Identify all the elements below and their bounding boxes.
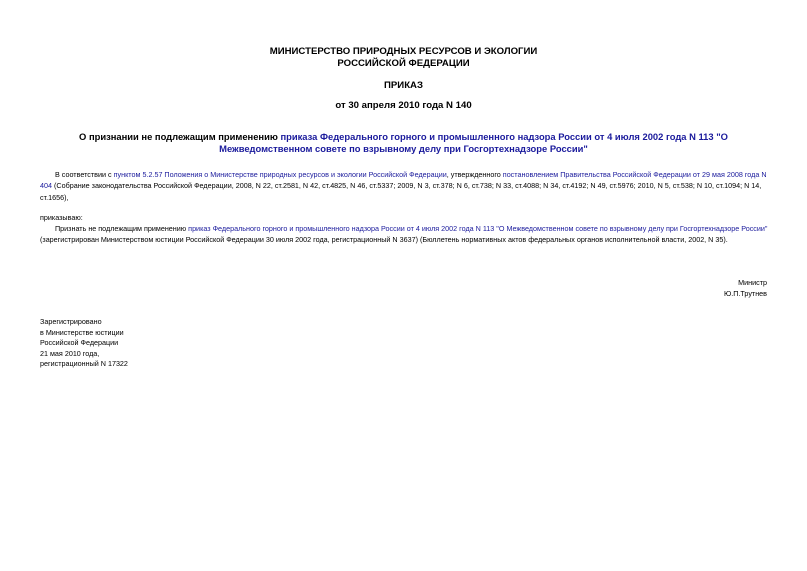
registration-line-4: 21 мая 2010 года,: [40, 348, 100, 358]
resolution-link[interactable]: постановлением Правительства Российской Федерации от 29 мая 2008 года N 404: [40, 170, 767, 191]
paragraph-basis: [40, 169, 770, 203]
ministry-line-2: РОССИЙСКОЙ ФЕДЕРАЦИИ: [337, 58, 470, 69]
paragraph-decision: [40, 223, 770, 246]
paragraph2-text-2: (зарегистрирован Министерством юстиции Российской Федерации 30 июля 2002 года, регистрационный N 3637) (Бюллетень нормативных актов федеральных органов исполнительной власти, 2002, N 35).: [40, 235, 728, 245]
order-date: от 30 апреля 2010 года N 140: [335, 100, 472, 111]
order-link[interactable]: приказ Федерального горного и промышленного надзора России от 4 июля 2002 года N 113 "О Межведомственном совете по взрывному делу при Госгортехнадзоре России": [188, 224, 768, 233]
title-prefix: О признании не подлежащим применению: [79, 131, 281, 142]
paragraph1-text-3: (Собрание законодательства Российской Федерации, 2008, N 22, ст.2581, N 42, ст.4825, N 46, ст.5337; 2009, N 3, ст.378; N 6, ст.738; N 33, ст.4088; N 34, ст.4192; N 49, ст.5976; 2010, N 5, ст.538; N 10, ст.1094; N 14, ст.1656),: [40, 181, 762, 202]
document-title: [40, 131, 767, 155]
regulation-link[interactable]: пунктом 5.2.57 Положения о Министерстве природных ресурсов и экологии Российской Федерации: [113, 170, 447, 179]
registration-line-2: в Министерстве юстиции: [40, 327, 124, 337]
registration-line-3: Российской Федерации: [40, 338, 119, 348]
order-label: ПРИКАЗ: [384, 80, 423, 91]
registration-block: [40, 317, 128, 370]
decree-word: приказываю:: [40, 213, 83, 222]
title-link[interactable]: приказа Федерального горного и промышленного надзора России от 4 июля 2002 года N 113 "О Межведомственном совете по взрывному делу при Госгортехнадзоре России": [219, 131, 728, 154]
signature-name: Ю.П.Трутнев: [724, 289, 767, 298]
registration-line-1: Зарегистрировано: [40, 317, 102, 326]
ministry-name: [0, 46, 807, 70]
ministry-line-1: МИНИСТЕРСТВО ПРИРОДНЫХ РЕСУРСОВ И ЭКОЛОГИИ: [269, 46, 538, 57]
paragraph2-text-1: Признать не подлежащим применению: [55, 224, 189, 233]
registration-line-5: регистрационный N 17322: [40, 359, 128, 369]
paragraph1-text-2: , утвержденного: [446, 170, 503, 179]
paragraph1-text-1: В соответствии с: [55, 170, 114, 179]
signature-position: Министр: [738, 278, 767, 287]
